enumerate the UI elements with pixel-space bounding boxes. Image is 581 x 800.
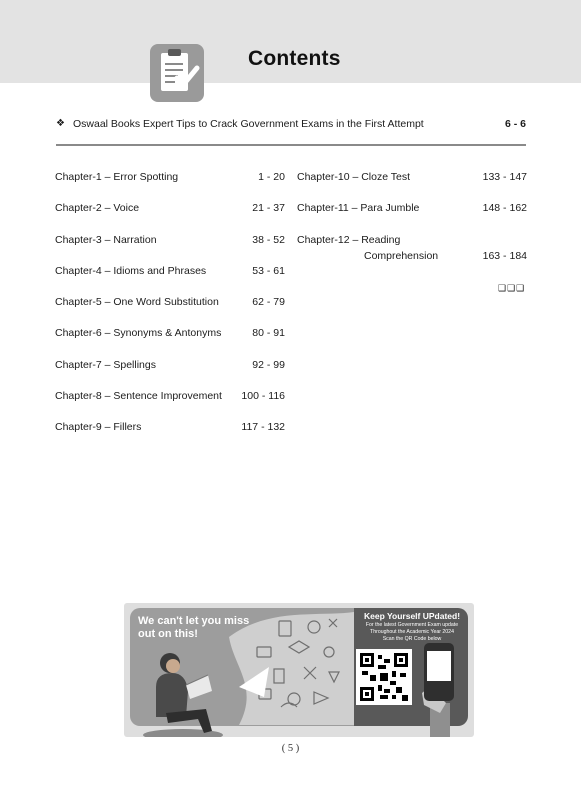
chapter-pages: 163 - 184 — [482, 249, 527, 262]
chapter-label: Chapter-5 – One Word Substitution — [55, 296, 219, 309]
chapter-pages: 38 - 52 — [252, 233, 285, 246]
qr-code[interactable] — [356, 649, 412, 705]
chapter-list-left — [55, 171, 285, 453]
chapter-pages: 1 - 20 — [258, 171, 285, 183]
chapter-label: Chapter-4 – Idioms and Phrases — [55, 264, 207, 277]
chapter-label: Chapter-6 – Synonyms & Antonyms — [55, 327, 222, 340]
chapter-label: Chapter-12 – Reading — [297, 233, 401, 246]
chapter-label: Chapter-7 – Spellings — [55, 358, 156, 371]
chapter-label: Chapter-1 – Error Spotting — [55, 171, 179, 183]
banner-headline: We can't let you miss out on this! — [138, 615, 250, 640]
diamond-bullet-icon: ❖ — [56, 118, 65, 129]
banner-update-text: For the latest Government Exam update Throughout the Academic Year 2024 Scan the QR Code below — [365, 622, 459, 642]
chapter-pages: 133 - 147 — [482, 171, 527, 183]
clipboard-check-icon — [150, 44, 204, 102]
promo-banner[interactable] — [124, 603, 474, 737]
chapter-entry[interactable] — [55, 421, 285, 452]
chapter-label: Chapter-2 – Voice — [55, 202, 140, 215]
chapter-entry[interactable] — [297, 171, 527, 202]
expert-tip-pages: 6 - 6 — [504, 118, 526, 130]
chapter-pages: 62 - 79 — [252, 296, 285, 309]
chapter-entry[interactable] — [55, 327, 285, 358]
chapter-entry[interactable] — [297, 234, 527, 282]
expert-tip-label: Oswaal Books Expert Tips to Crack Government Exams in the First Attempt — [73, 118, 424, 130]
chapter-entry[interactable] — [55, 234, 285, 265]
chapter-entry[interactable] — [297, 202, 527, 233]
chapter-entry[interactable] — [55, 359, 285, 390]
expert-tip-entry[interactable] — [56, 118, 526, 134]
chapter-pages: 148 - 162 — [482, 202, 527, 215]
chapter-entry[interactable] — [55, 171, 285, 202]
banner-update-title: Keep Yourself UPdated! — [364, 611, 461, 621]
student-reading-illustration — [138, 647, 228, 737]
phone-screen — [427, 651, 451, 681]
page-number: ( 5 ) — [281, 743, 300, 754]
chapter-label: Chapter-9 – Fillers — [55, 421, 142, 434]
end-of-contents-mark: ❑❑❑ — [498, 283, 526, 293]
chapter-entry[interactable] — [55, 296, 285, 327]
chapter-label: Chapter-8 – Sentence Improvement — [55, 390, 222, 403]
chapter-entry[interactable] — [55, 390, 285, 421]
chapter-pages: 21 - 37 — [252, 202, 285, 215]
chapter-pages: 100 - 116 — [241, 390, 285, 403]
chapter-label: Chapter-3 – Narration — [55, 233, 157, 246]
page-title: Contents — [248, 47, 341, 70]
chapter-pages: 92 - 99 — [252, 358, 285, 371]
phone-illustration — [424, 643, 454, 701]
chapter-label-continued: Comprehension — [364, 249, 439, 262]
chapter-label: Chapter-11 – Para Jumble — [297, 202, 420, 215]
divider — [56, 144, 526, 146]
chapter-label: Chapter-10 – Cloze Test — [297, 171, 411, 183]
chapter-pages: 53 - 61 — [252, 264, 285, 277]
chapter-pages: 117 - 132 — [241, 421, 285, 434]
chapter-list-right — [297, 171, 527, 282]
chapter-entry[interactable] — [55, 265, 285, 296]
chapter-pages: 80 - 91 — [252, 327, 285, 340]
qr-code-icon — [360, 653, 408, 701]
chapter-entry[interactable] — [55, 202, 285, 233]
